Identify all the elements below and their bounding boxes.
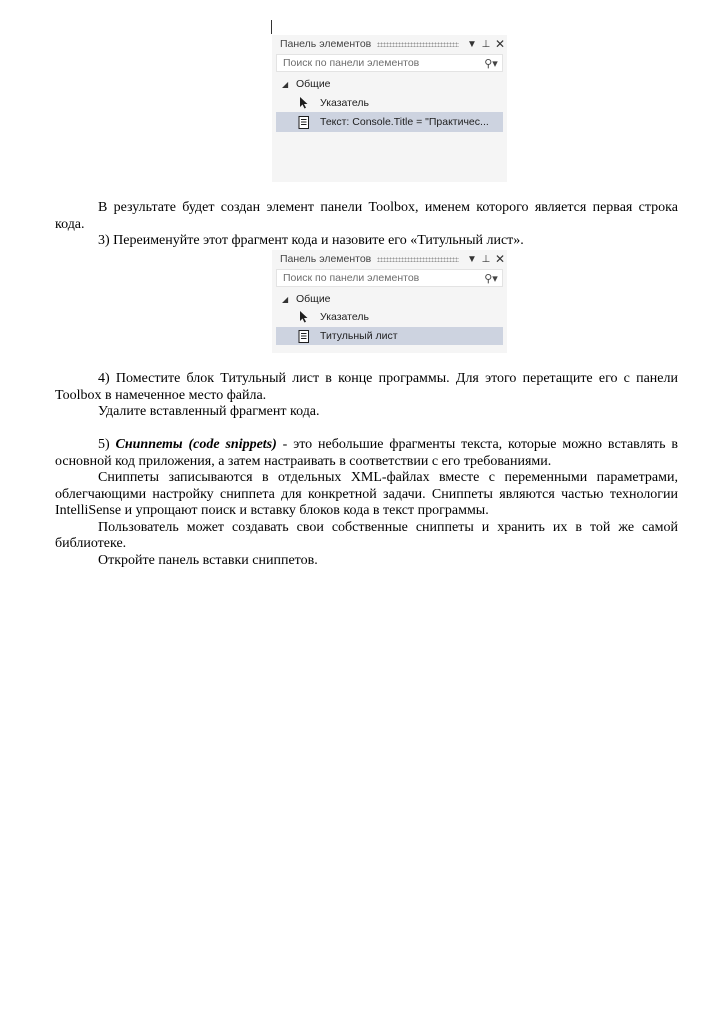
pointer-icon bbox=[294, 311, 314, 323]
toolbox-panel-screenshot-2 bbox=[272, 250, 507, 353]
item-label: Текст: Console.Title = "Практичес... bbox=[320, 116, 489, 128]
collapse-triangle-icon[interactable]: ◢ bbox=[282, 294, 289, 304]
margin-mark bbox=[271, 20, 272, 34]
search-icon[interactable]: ⚲▾ bbox=[484, 57, 498, 70]
toolbox-item-snippet[interactable] bbox=[276, 112, 503, 132]
item-label: Указатель bbox=[320, 97, 369, 109]
pointer-icon bbox=[294, 97, 314, 109]
panel-title: Панель элементов bbox=[280, 38, 372, 50]
collapse-triangle-icon[interactable]: ◢ bbox=[282, 79, 289, 89]
text-block-1 bbox=[55, 200, 678, 250]
item-label: Указатель bbox=[320, 311, 369, 323]
item-number: 5) bbox=[98, 437, 116, 452]
search-input[interactable] bbox=[276, 269, 503, 287]
drag-grip[interactable] bbox=[377, 42, 459, 47]
search-input[interactable] bbox=[276, 54, 503, 72]
search-icon[interactable]: ⚲▾ bbox=[484, 272, 498, 285]
search-placeholder: Поиск по панели элементов bbox=[283, 272, 420, 284]
close-icon[interactable]: ✕ bbox=[494, 37, 506, 51]
paragraph: 3) Переименуйте этот фрагмент кода и назовите его «Титульный лист». bbox=[98, 233, 524, 248]
item-label: Титульный лист bbox=[320, 330, 398, 342]
paragraph-snippets-definition bbox=[55, 437, 678, 470]
toolbox-item-pointer[interactable] bbox=[276, 93, 503, 113]
group-label: Общие bbox=[296, 293, 331, 305]
paragraph: Сниппеты записываются в отдельных XML-файлах вместе с переменными параметрами, облегчающими настройку сниппета для конкретной задачи. Сниппеты являются частью технологии IntelliSense и упрощают поиск и вставку блоков кода в текст программы. bbox=[55, 470, 678, 518]
panel-title: Панель элементов bbox=[280, 253, 372, 265]
group-header-general[interactable] bbox=[276, 74, 503, 94]
toolbox-item-title-sheet[interactable] bbox=[276, 327, 503, 345]
paragraph: Откройте панель вставки сниппетов. bbox=[98, 552, 318, 568]
pin-icon[interactable]: ⊥ bbox=[481, 253, 491, 265]
search-placeholder: Поиск по панели элементов bbox=[283, 57, 420, 69]
group-header-general[interactable] bbox=[276, 289, 503, 309]
paragraph: Удалите вставленный фрагмент кода. bbox=[98, 404, 320, 419]
drag-grip[interactable] bbox=[377, 257, 459, 262]
toolbox-item-pointer[interactable] bbox=[276, 307, 503, 327]
dropdown-arrow-icon[interactable]: ▼ bbox=[467, 253, 477, 265]
term-snippets: Сниппеты (code snippets) bbox=[115, 437, 277, 452]
close-icon[interactable]: ✕ bbox=[494, 252, 506, 266]
group-label: Общие bbox=[296, 78, 331, 90]
dropdown-arrow-icon[interactable]: ▼ bbox=[467, 38, 477, 50]
text-block-2 bbox=[55, 371, 678, 421]
pin-icon[interactable]: ⊥ bbox=[481, 38, 491, 50]
definition-text: - это небольшие фрагменты текста, которые можно вставлять в основной код приложения, а затем настраивать в соответствии с его требованиями. bbox=[55, 437, 678, 469]
text-snippet-icon bbox=[294, 330, 314, 343]
paragraph: В результате будет создан элемент панели Toolbox, именем которого является первая строка кода. bbox=[55, 200, 678, 232]
paragraph: 4) Поместите блок Титульный лист в конце программы. Для этого перетащите его с панели Toolbox в намеченное место файла. bbox=[55, 371, 678, 403]
paragraph: Пользователь может создавать свои собственные сниппеты и хранить их в той же самой библиотеке. bbox=[55, 519, 678, 551]
panel-title-bar bbox=[272, 35, 507, 53]
panel-title-bar bbox=[272, 250, 507, 268]
text-snippet-icon bbox=[294, 116, 314, 129]
toolbox-panel-screenshot-1 bbox=[272, 35, 507, 182]
text-block-3 bbox=[55, 437, 678, 569]
